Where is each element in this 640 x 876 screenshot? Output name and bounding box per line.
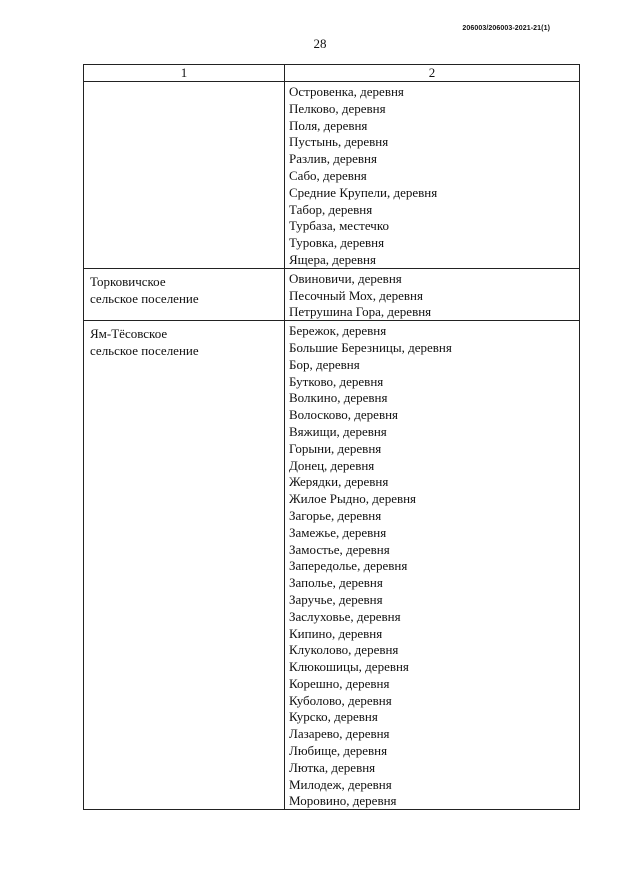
municipality-name-line: Ям-Тёсовское bbox=[90, 326, 168, 342]
place-item: Сабо, деревня bbox=[289, 167, 367, 183]
place-item: Средние Крупели, деревня bbox=[289, 184, 438, 200]
place-item: Клуколово, деревня bbox=[289, 642, 399, 658]
place-item: Милодеж, деревня bbox=[289, 776, 392, 792]
place-item: Бор, деревня bbox=[289, 356, 360, 372]
table-body bbox=[84, 82, 580, 810]
places-cell bbox=[285, 268, 580, 320]
municipality-name-line: сельское поселение bbox=[90, 290, 199, 306]
place-item: Пустынь, деревня bbox=[289, 134, 389, 150]
place-item: Корешно, деревня bbox=[289, 675, 390, 691]
place-item: Заполье, деревня bbox=[289, 575, 383, 591]
place-item: Любище, деревня bbox=[289, 743, 388, 759]
table-row bbox=[84, 268, 580, 320]
place-item: Курско, деревня bbox=[289, 709, 378, 725]
place-item: Бережок, деревня bbox=[289, 323, 387, 339]
table-row bbox=[84, 82, 580, 269]
municipality-cell bbox=[84, 268, 285, 320]
place-item: Лазарево, деревня bbox=[289, 726, 390, 742]
place-item: Ящера, деревня bbox=[289, 251, 376, 267]
table-row bbox=[84, 321, 580, 810]
place-item: Заручье, деревня bbox=[289, 591, 383, 607]
place-item: Разлив, деревня bbox=[289, 151, 377, 167]
place-item: Лютка, деревня bbox=[289, 759, 376, 775]
place-item: Туровка, деревня bbox=[289, 235, 385, 251]
document-id: 206003/206003-2021-21(1) bbox=[462, 25, 550, 32]
place-item: Пелково, деревня bbox=[289, 100, 386, 116]
place-item: Большие Березницы, деревня bbox=[289, 339, 452, 355]
place-item: Островенка, деревня bbox=[289, 84, 404, 99]
municipality-name-line: сельское поселение bbox=[90, 343, 199, 359]
place-item: Вяжищи, деревня bbox=[289, 423, 387, 439]
place-item: Жилое Рыдно, деревня bbox=[289, 491, 417, 507]
place-item: Моровино, деревня bbox=[289, 793, 397, 809]
place-item: Овиновичи, деревня bbox=[289, 270, 402, 286]
column-header-1: 1 bbox=[84, 65, 285, 82]
place-item: Кипино, деревня bbox=[289, 625, 383, 641]
municipality-cell bbox=[84, 321, 285, 810]
place-item: Бутково, деревня bbox=[289, 373, 384, 389]
column-header-2: 2 bbox=[285, 65, 580, 82]
place-item: Горыни, деревня bbox=[289, 440, 382, 456]
place-item: Заслуховье, деревня bbox=[289, 608, 401, 624]
place-item: Загорье, деревня bbox=[289, 507, 382, 523]
places-cell bbox=[285, 82, 580, 269]
place-item: Донец, деревня bbox=[289, 457, 375, 473]
place-item: Замостье, деревня bbox=[289, 541, 390, 557]
municipality-cell bbox=[84, 82, 285, 269]
table-header-row bbox=[84, 65, 580, 82]
place-item: Жерядки, деревня bbox=[289, 474, 389, 490]
municipality-name-line: Торковичское bbox=[90, 273, 166, 289]
place-item: Петрушина Гора, деревня bbox=[289, 304, 432, 320]
place-item: Волосково, деревня bbox=[289, 407, 399, 423]
place-item: Песочный Мох, деревня bbox=[289, 287, 423, 303]
page-number: 28 bbox=[313, 36, 327, 51]
place-item: Табор, деревня bbox=[289, 201, 373, 217]
place-item: Поля, деревня bbox=[289, 117, 368, 133]
place-item: Куболово, деревня bbox=[289, 692, 392, 708]
place-item: Турбаза, местечко bbox=[289, 218, 389, 234]
settlements-table bbox=[83, 64, 580, 810]
place-item: Волкино, деревня bbox=[289, 390, 388, 406]
place-item: Клюкошицы, деревня bbox=[289, 659, 409, 675]
places-cell bbox=[285, 321, 580, 810]
place-item: Запередолье, деревня bbox=[289, 558, 408, 574]
place-item: Замежье, деревня bbox=[289, 524, 387, 540]
